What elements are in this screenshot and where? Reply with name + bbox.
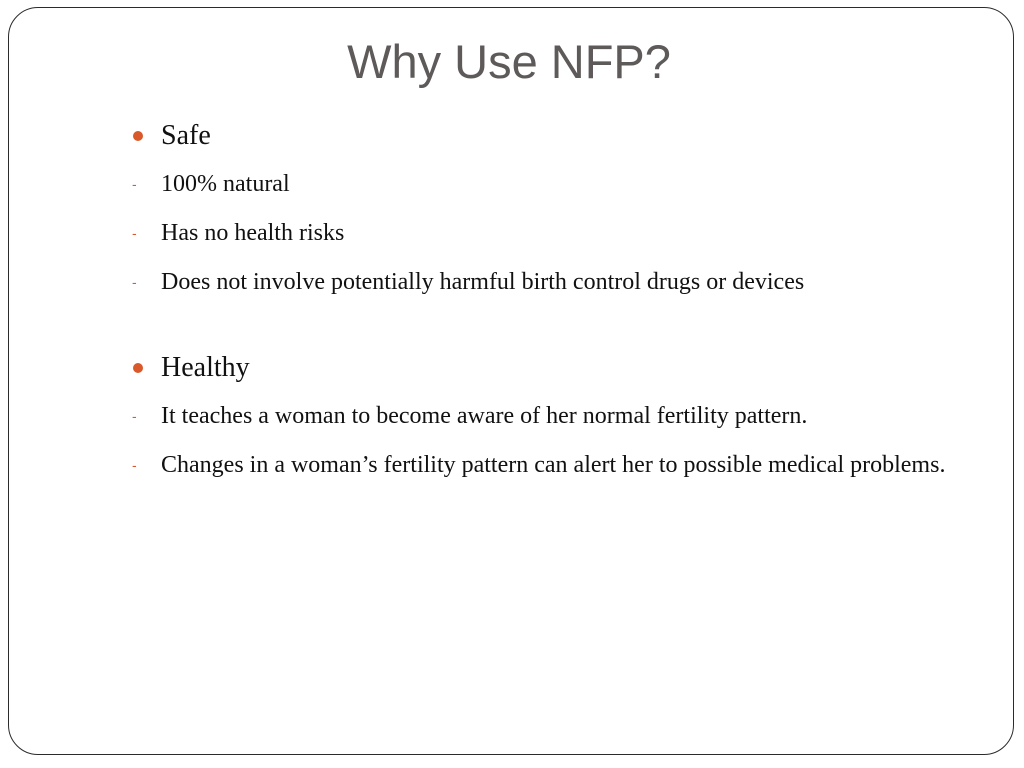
section-heading-label: Healthy: [161, 352, 250, 383]
list-item: [129, 396, 1009, 436]
dot-bullet-icon: [133, 363, 143, 373]
list-item-text: Does not involve potentially harmful birth control drugs or devices: [161, 269, 805, 295]
list-item: [129, 164, 1009, 204]
list-item-text: 100% natural: [161, 171, 290, 197]
section-heading-safe: [129, 118, 1009, 154]
list-item: [129, 445, 1009, 486]
dash-bullet-icon: -: [132, 457, 137, 473]
slide-frame: [8, 7, 1014, 755]
section-heading-label: Safe: [161, 120, 211, 151]
dash-bullet-icon: -: [132, 176, 137, 192]
list-item-text: It teaches a woman to become aware of her normal fertility pattern.: [161, 403, 808, 429]
dash-bullet-icon: -: [132, 274, 137, 290]
dash-bullet-icon: -: [132, 225, 137, 241]
dot-bullet-icon: [133, 131, 143, 141]
section-heading-healthy: [129, 350, 1009, 386]
list-item-text: Changes in a woman’s fertility pattern can alert her to possible medical problems.: [161, 452, 946, 478]
slide-content: [129, 118, 1009, 486]
slide-title: Why Use NFP?: [347, 35, 671, 88]
dash-bullet-icon: -: [132, 408, 137, 424]
list-item: [129, 213, 1009, 253]
list-item: [129, 262, 1009, 302]
list-item-text: Has no health risks: [161, 220, 345, 246]
